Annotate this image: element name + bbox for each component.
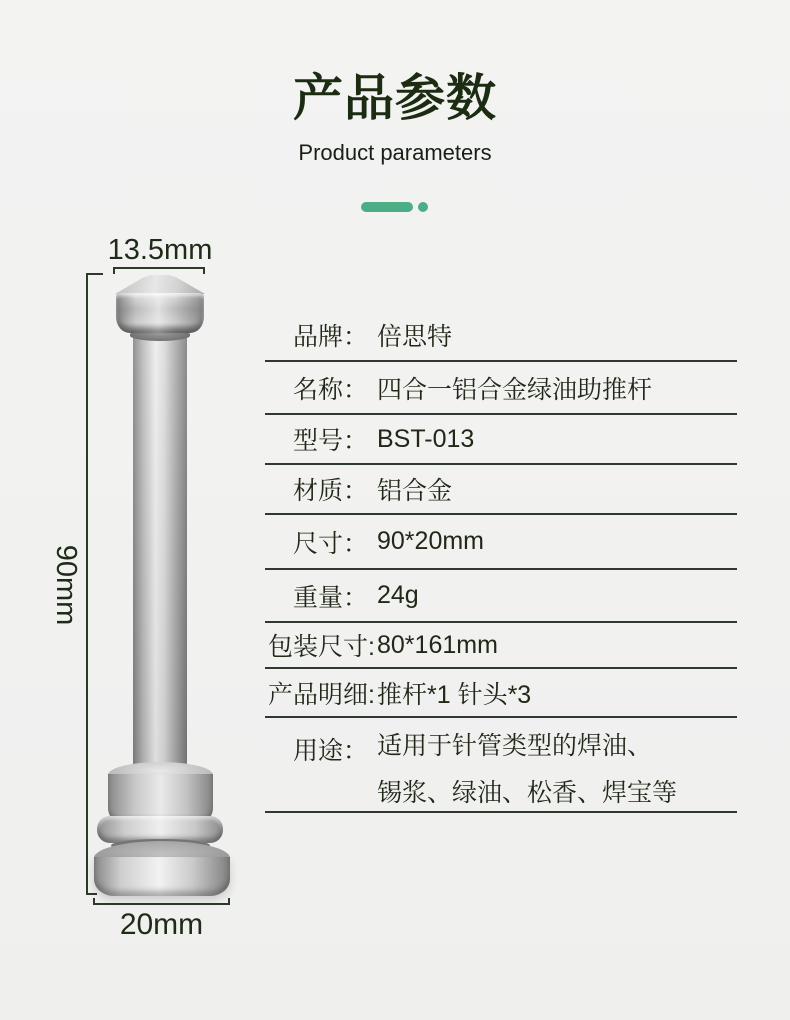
spec-value: 24g xyxy=(377,581,419,609)
spec-table xyxy=(265,310,737,813)
spec-label: 品牌： xyxy=(268,323,369,351)
spec-value: 倍思特 xyxy=(377,323,453,351)
spec-row-brand xyxy=(265,310,737,362)
spec-value: 四合一铝合金绿油助推杆 xyxy=(377,375,653,404)
spec-row-package-size xyxy=(265,623,737,669)
spec-value xyxy=(377,718,737,817)
spec-row-contents xyxy=(265,669,737,718)
spec-value: BST-013 xyxy=(377,424,475,453)
usage-line-1: 适用于针管类型的焊油、 xyxy=(377,732,653,760)
spec-row-name xyxy=(265,362,737,415)
accent-bar xyxy=(361,202,413,212)
dimension-tick-bottom xyxy=(86,893,97,895)
spec-label: 用途： xyxy=(268,737,369,765)
product-shaft xyxy=(133,335,187,772)
accent-dot xyxy=(418,202,428,212)
spec-row-weight xyxy=(265,570,737,623)
product-cap-head xyxy=(116,293,204,333)
dimension-label-top: 13.5mm xyxy=(107,234,213,266)
product-base-disc xyxy=(94,857,230,896)
dimension-label-left: 90mm xyxy=(50,544,82,626)
spec-label: 包装尺寸: xyxy=(268,633,375,661)
spec-value: 推杆*1 针头*3 xyxy=(377,680,532,709)
spec-row-usage xyxy=(265,718,737,813)
dimension-bracket-bottom xyxy=(93,898,230,905)
dimension-line-left xyxy=(86,273,88,895)
spec-row-size xyxy=(265,515,737,570)
dimension-bracket-top xyxy=(113,267,205,274)
spec-row-model xyxy=(265,415,737,465)
dimension-label-bottom: 20mm xyxy=(119,908,204,941)
product-base-collar xyxy=(108,774,213,822)
page-subtitle: Product parameters xyxy=(298,140,492,165)
spec-row-material xyxy=(265,465,737,515)
spec-label: 型号： xyxy=(268,427,369,455)
spec-value: 铝合金 xyxy=(377,477,453,505)
product-cone-cap xyxy=(115,275,205,294)
spec-value: 90*20mm xyxy=(377,527,484,555)
spec-label: 材质： xyxy=(268,477,369,505)
page-title: 产品参数 xyxy=(293,70,497,126)
spec-label: 产品明细: xyxy=(268,680,375,709)
spec-label: 尺寸： xyxy=(268,529,369,558)
dimension-tick-top xyxy=(86,273,103,275)
usage-line-2: 锡浆、绿油、松香、焊宝等 xyxy=(377,779,678,807)
spec-label: 名称： xyxy=(268,375,369,404)
spec-value: 80*161mm xyxy=(377,630,498,659)
spec-label: 重量： xyxy=(268,583,369,612)
